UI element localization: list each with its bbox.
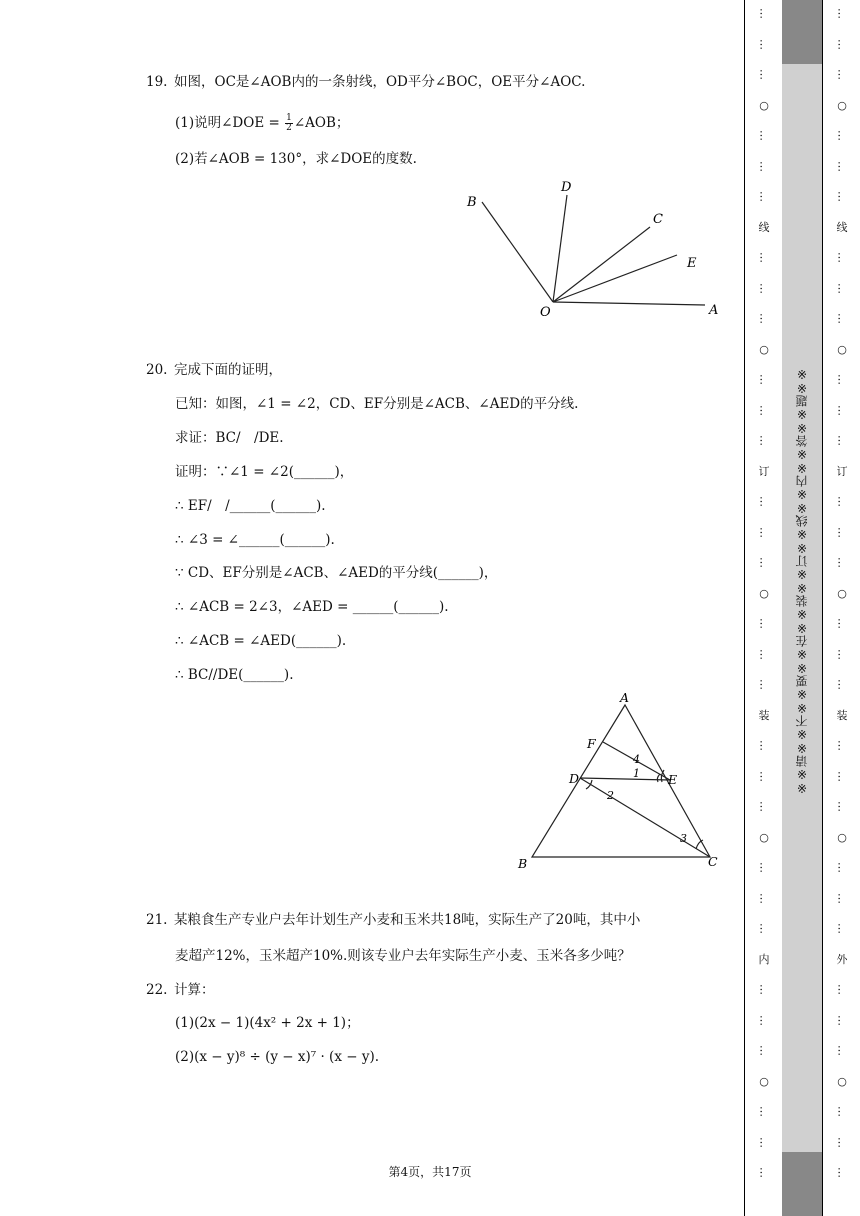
binding-dots: … (757, 892, 771, 904)
q20-prove: 求证：BC/ /DE. (175, 430, 284, 446)
binding-dots: … (835, 862, 849, 874)
binding-dots: … (835, 923, 849, 935)
binding-circle-mark: ○ (759, 342, 769, 356)
binding-dots: … (835, 801, 849, 813)
binding-dots: … (835, 892, 849, 904)
binding-char: 内 (758, 952, 770, 966)
binding-dots: … (757, 313, 771, 325)
binding-dots: … (835, 740, 849, 752)
binding-dots: … (835, 1106, 849, 1118)
binding-dots: … (757, 1045, 771, 1057)
binding-dots: … (835, 648, 849, 660)
question-number: 20. (146, 362, 168, 378)
binding-dots: … (835, 160, 849, 172)
binding-circle-mark: ○ (759, 98, 769, 112)
binding-dots: … (835, 526, 849, 538)
question-number: 21. (146, 912, 168, 928)
binding-circle-mark: ○ (837, 342, 847, 356)
label-O: O (540, 305, 551, 320)
binding-dots: … (835, 8, 849, 19)
binding-dots: … (757, 1106, 771, 1118)
binding-dots: … (835, 557, 849, 569)
binding-dots: … (757, 496, 771, 508)
proof-step: ∴ EF/ /______(______). (175, 498, 326, 514)
left-binding-strip (744, 0, 784, 1216)
q19-part2: (2)若∠AOB = 130°，求∠DOE的度数. (175, 151, 417, 167)
question-number: 19. (146, 74, 168, 90)
binding-dots: … (757, 374, 771, 386)
label-B: B (467, 195, 477, 210)
binding-char: 订 (758, 464, 770, 478)
binding-dots: … (835, 1136, 849, 1148)
binding-dots: … (835, 191, 849, 203)
binding-dots: … (835, 130, 849, 142)
binding-dots: … (757, 526, 771, 538)
q22-part2: (2)(x − y)⁸ ÷ (y − x)⁷ · (x − y). (175, 1049, 380, 1065)
binding-dots: … (757, 160, 771, 172)
binding-dots: … (757, 679, 771, 691)
label-D: D (569, 771, 580, 786)
q19-stem: 19. 如图，OC是∠AOB内的一条射线，OD平分∠BOC，OE平分∠AOC. (146, 74, 586, 90)
binding-circle-mark: ○ (759, 586, 769, 600)
binding-dots: … (757, 740, 771, 752)
binding-dots: … (757, 8, 771, 19)
binding-dots: … (835, 770, 849, 782)
binding-char: 线 (758, 220, 770, 234)
label-F: F (587, 736, 596, 751)
binding-dots: … (835, 374, 849, 386)
right-binding-strip (822, 0, 860, 1216)
binding-char: 订 (836, 464, 848, 478)
binding-dots: … (757, 618, 771, 630)
label-E: E (668, 772, 678, 787)
q21-line1: 21. 某粮食生产专业户去年计划生产小麦和玉米共18吨，实际生产了20吨，其中小 (146, 912, 641, 928)
proof-step: 证明：∵∠1 = ∠2(______)， (175, 464, 354, 480)
angle-1-label: 1 (633, 767, 640, 780)
binding-dots: … (835, 618, 849, 630)
binding-dots: … (757, 130, 771, 142)
q19-part1: (1)说明∠DOE = $\frac{1}{2}$ ∠AOB； (175, 113, 350, 133)
q20-stem: 20. 完成下面的证明， (146, 362, 282, 378)
binding-dots: … (757, 862, 771, 874)
binding-dots: … (835, 282, 849, 294)
binding-dots: … (757, 38, 771, 50)
binding-notice: ※※请※※不※※要※※在※※装※※订※※线※※内※※答※※题※※ (795, 367, 809, 795)
proof-step: ∴ ∠3 = ∠______(______). (175, 532, 335, 548)
label-E: E (687, 256, 697, 271)
binding-dots: … (835, 404, 849, 416)
binding-circle-mark: ○ (759, 830, 769, 844)
proof-step: ∴ ∠ACB = 2∠3，∠AED = ______(______). (175, 599, 449, 615)
binding-char: 外 (836, 952, 848, 966)
label-B: B (518, 856, 528, 871)
binding-dots: … (757, 282, 771, 294)
binding-dots: … (835, 496, 849, 508)
binding-dots: … (757, 404, 771, 416)
binding-dots: … (835, 679, 849, 691)
angle-2-label: 2 (607, 789, 614, 802)
binding-dots: … (835, 435, 849, 447)
proof-step: ∵ CD、EF分别是∠ACB、∠AED的平分线(______)， (175, 565, 498, 581)
binding-circle-mark: ○ (837, 98, 847, 112)
binding-dots: … (757, 923, 771, 935)
binding-char: 线 (836, 220, 848, 234)
binding-dots: … (757, 648, 771, 660)
q22-part1: (1)(2x − 1)(4x² + 2x + 1)； (175, 1015, 360, 1031)
binding-dots: … (835, 984, 849, 996)
binding-circle-mark: ○ (837, 830, 847, 844)
fraction: $\frac{1}{2}$ (286, 113, 292, 133)
binding-dots: … (757, 801, 771, 813)
proof-step: ∴ ∠ACB = ∠AED(______). (175, 633, 347, 649)
binding-dots: … (757, 1136, 771, 1148)
gray-notice-band (782, 0, 822, 1216)
angle-3-label: 3 (680, 832, 687, 845)
binding-dots: … (757, 1167, 771, 1179)
q20-given: 已知：如图，∠1 = ∠2，CD、EF分别是∠ACB、∠AED的平分线. (175, 396, 579, 412)
binding-dots: … (835, 252, 849, 264)
label-A: A (620, 690, 630, 705)
binding-dots: … (757, 435, 771, 447)
q21-line2: 麦超产12%，玉米超产10%.则该专业户去年实际生产小麦、玉米各多少吨？ (175, 948, 631, 964)
q22-stem: 22. 计算： (146, 982, 215, 998)
page-footer: 第4页，共17页 (388, 1165, 472, 1179)
binding-dots: … (835, 38, 849, 50)
binding-dots: … (835, 69, 849, 81)
question-number: 22. (146, 982, 168, 998)
q19-angle-figure (455, 175, 730, 320)
binding-dots: … (757, 557, 771, 569)
binding-dots: … (757, 984, 771, 996)
label-A: A (709, 303, 719, 318)
binding-dots: … (757, 191, 771, 203)
binding-dots: … (835, 1014, 849, 1026)
proof-step: ∴ BC//DE(______). (175, 667, 294, 683)
binding-dots: … (757, 770, 771, 782)
binding-circle-mark: ○ (759, 1074, 769, 1088)
label-C: C (708, 854, 718, 869)
binding-char: 装 (836, 708, 848, 722)
q20-triangle-figure (510, 690, 730, 875)
binding-char: 装 (758, 708, 770, 722)
binding-dots: … (757, 1014, 771, 1026)
binding-dots: … (757, 69, 771, 81)
label-C: C (653, 212, 663, 227)
binding-dots: … (757, 252, 771, 264)
binding-dots: … (835, 1045, 849, 1057)
binding-dots: … (835, 1167, 849, 1179)
angle-4-label: 4 (633, 753, 640, 766)
binding-dots: … (835, 313, 849, 325)
binding-circle-mark: ○ (837, 586, 847, 600)
binding-circle-mark: ○ (837, 1074, 847, 1088)
label-D: D (561, 180, 572, 195)
